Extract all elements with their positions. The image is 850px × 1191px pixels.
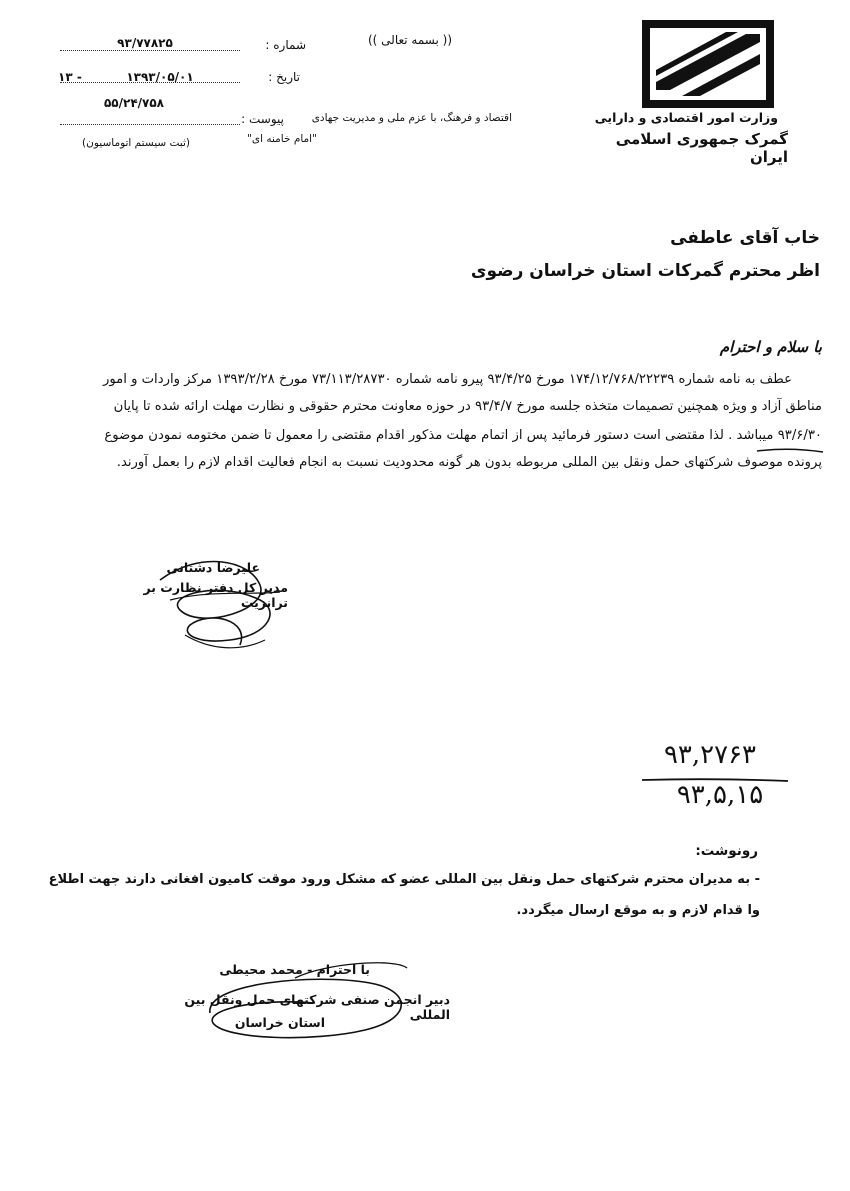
body-line-1: عطف به نامه شماره ۱۷۴/۱۲/۷۶۸/۲۲۲۳۹ مورخ ۹۳/۴/۲۵ پیرو نامه شماره ۷۳/۱۱۳/۲۸۷۳۰ مورخ ۱۳۹۳/۲/۲۸ مرکز واردات و امور — [102, 372, 792, 387]
addressee-line-1: خاب آقای عاطفی — [670, 228, 820, 248]
attachment-value: ۵۵/۲۴/۷۵۸ — [103, 96, 165, 110]
attachment-label: پیوست : — [241, 112, 284, 126]
motto: اقتصاد و فرهنگ، با عزم ملی و مدیریت جهادی — [311, 112, 512, 124]
addressee-line-2: اظر محترم گمرکات استان خراسان رضوی — [470, 261, 820, 281]
signature-scribble — [140, 540, 300, 660]
greeting: با سلام و احترام — [719, 338, 822, 356]
closing-title-line-2: استان خراسان — [234, 1015, 325, 1030]
closing-title-line-1: دبیر انجمن صنفی شرکتهای حمل ونقل بین المللی — [184, 992, 450, 1022]
signatory-title: مدیر کل دفتر نظارت بر ترانزیت — [143, 580, 288, 610]
date-underline — [755, 447, 825, 455]
closing-regards: با احترام - محمد محیطی — [219, 962, 370, 977]
handwritten-number: ۹۳,۲۷۶۳ — [663, 740, 757, 770]
signatory-name: علیرضا دشتانی — [166, 560, 260, 575]
handwritten-date: ۹۳,۵,۱۵ — [676, 780, 764, 810]
cc-heading: رونوشت: — [695, 843, 758, 859]
system-note: (ثبت سیستم اتوماسیون) — [82, 137, 190, 149]
motto-author: "امام خامنه ای" — [247, 133, 317, 145]
basmala: (( بسمه تعالی )) — [367, 33, 453, 47]
number-label: شماره : — [265, 38, 306, 52]
attachment-dotted-line — [60, 124, 240, 125]
date-label: تاریخ : — [268, 70, 300, 84]
customs-name: گمرک جمهوری اسلامی ایران — [615, 130, 788, 166]
ministry-name: وزارت امور اقتصادی و دارایی — [594, 110, 778, 125]
cc-line-2: وا قدام لازم و به موقع ارسال میگردد. — [516, 903, 760, 918]
closing-signature-loop — [195, 958, 425, 1048]
letter-date: ۱۳۹۳/۰۵/۰۱ — [126, 70, 194, 84]
letter-number: ۹۳/۷۷۸۲۵ — [117, 36, 173, 50]
cc-line-1: - به مدیران محترم شرکتهای حمل ونقل بین المللی عضو که مشکل ورود موقت کامیون افغانی دارند جهت اطلاع — [48, 872, 760, 887]
body-line-3: ۹۳/۶/۳۰ میباشد . لذا مقتضی است دستور فرمائید پس از اتمام مهلت مذکور اقدام مقتضی را معمول تا ضمن مختومه نمودن موضوع — [104, 428, 822, 443]
number-dotted-line — [60, 50, 240, 51]
body-line-4: پرونده موصوف شرکتهای حمل ونقل بین المللی مربوطه بدون هر گونه محدودیت نسبت به انجام فعالیت اقدام لازم را بعمل آورند. — [116, 455, 822, 470]
customs-logo-icon — [642, 20, 774, 108]
date-prefix: ۱۳ - — [58, 70, 82, 84]
body-line-2: مناطق آزاد و ویژه همچنین تصمیمات متخذه جلسه مورخ ۹۳/۴/۷ در حوزه معاونت محترم حقوقی و نظارت مهلت ارائه شده تا پایان — [113, 399, 822, 414]
